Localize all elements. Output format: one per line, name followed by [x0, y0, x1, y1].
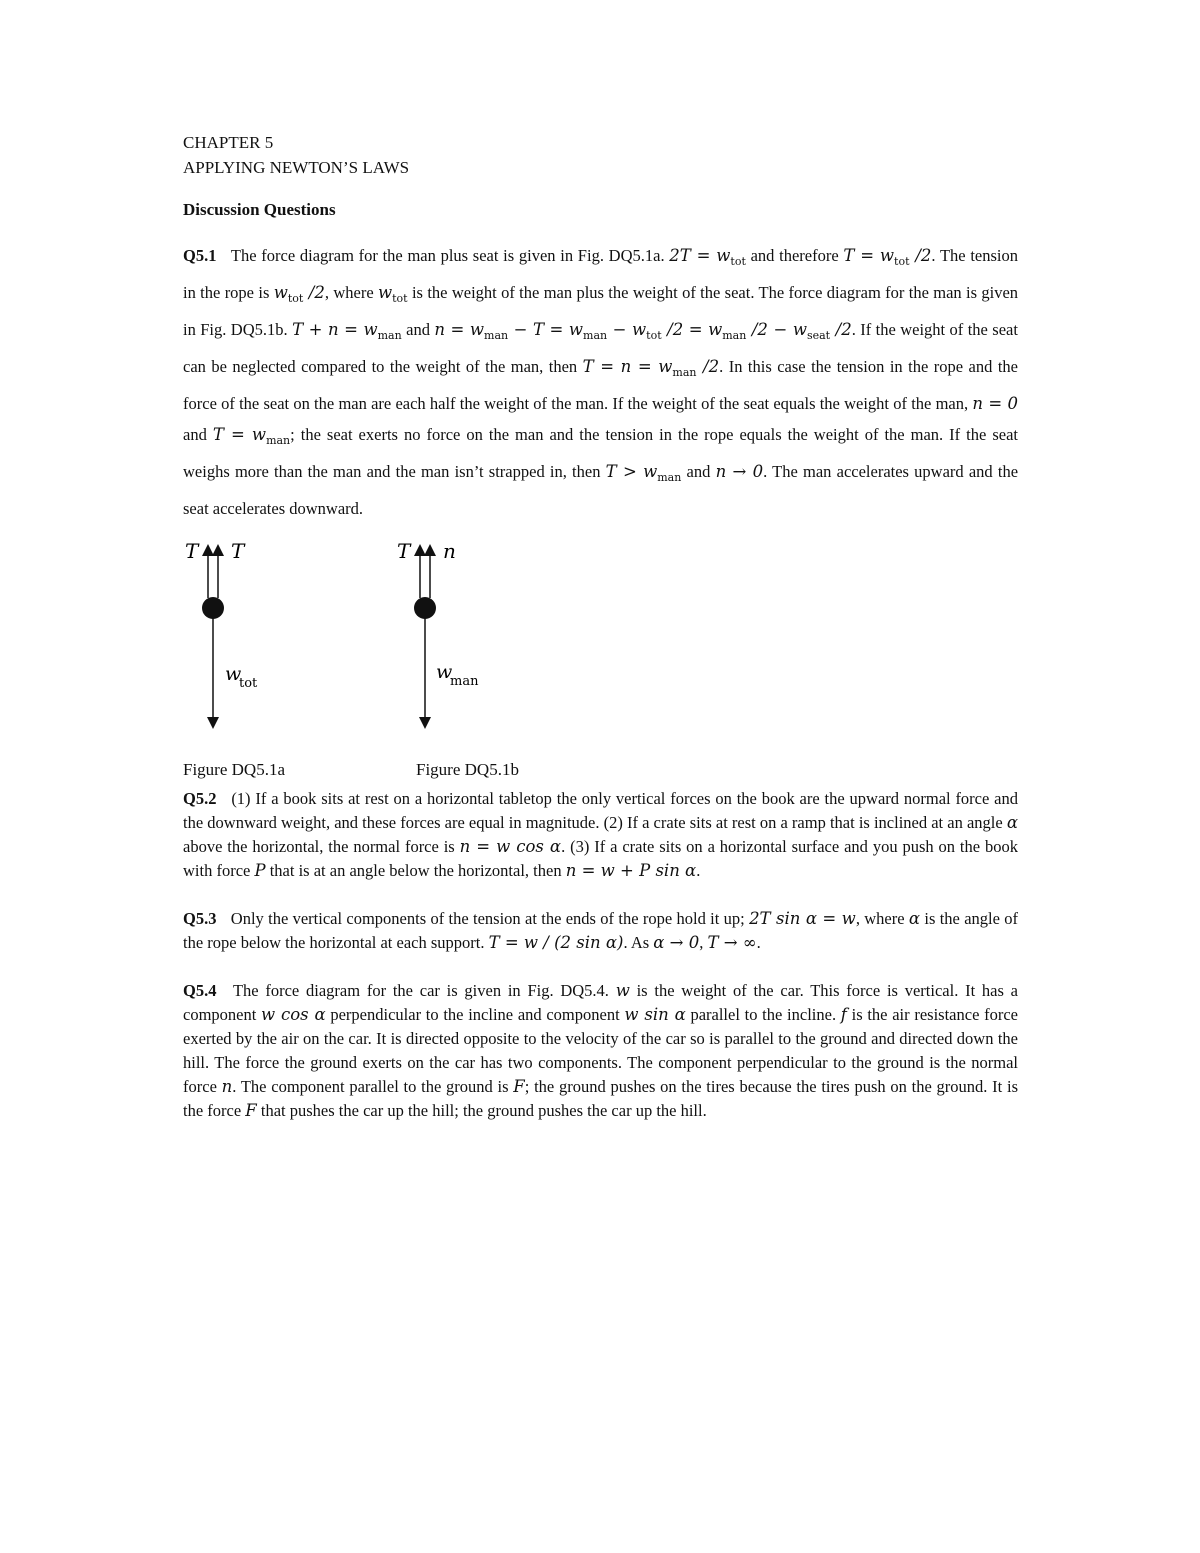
body-dot: [202, 597, 224, 619]
q3-text-1: Only the vertical components of the tension at the ends of the rope hold it up;: [230, 909, 745, 928]
q4-text-3: perpendicular to the incline and component: [330, 1005, 620, 1024]
label-normal-force: n: [443, 539, 456, 563]
q4-text-4: parallel to the incline.: [690, 1005, 837, 1024]
equation: α → 0: [653, 933, 700, 952]
document-page: [183, 130, 1018, 1123]
q3-text-2: , where: [855, 909, 905, 928]
equation: $n = w_{man} - T = w_{man} - w_{tot}$ $/2 = w_{man}$ $/2 - w_{seat}$ /2: [434, 320, 852, 342]
section-heading: Discussion Questions: [183, 200, 336, 219]
question-label: Q5.4: [183, 981, 217, 1000]
equation: T = w / (2 sin α): [488, 933, 624, 952]
equation: F: [245, 1101, 257, 1120]
question-5-4: [183, 979, 1018, 1123]
q4-text-8: that pushes the car up the hill; the ground pushes the car up the hill.: [260, 1101, 707, 1120]
equation: $w_{tot}$: [378, 283, 408, 305]
equation: $T = n = w_{man}$ /2: [582, 357, 720, 379]
q3-text-4: . As: [623, 933, 650, 952]
equation: n = 0: [972, 394, 1018, 413]
q1-text-6: and: [406, 320, 430, 339]
label-weight: w: [225, 663, 242, 685]
figure-a-diagram: [185, 539, 258, 723]
q2-text-2: above the horizontal, the normal force is: [183, 837, 455, 856]
q1-text-8: . In this case the tension in the rope and the force of the seat on the man are each half the weight of the man. If the weight of the seat equals the weight of the man,: [183, 357, 1019, 413]
label-tension: T: [397, 539, 411, 563]
q4-text-5: is the air resistance force exerted by the air on the car. It is directed opposite to the velocity of the car so is parallel to the ground and directed down the hill. The force the ground exerts on the car has two components. The component perpendicular to the ground is the normal force: [183, 1005, 1018, 1096]
equation: 2T sin α = w: [749, 909, 856, 928]
equation: $T + n = w_{man}$: [292, 320, 402, 342]
equation: f: [840, 1005, 847, 1024]
label-weight: w: [436, 661, 453, 683]
equation: w cos α: [261, 1005, 326, 1024]
equation: $T = w_{tot}$ /2: [843, 246, 932, 268]
label-weight-subscript: tot: [239, 676, 258, 691]
q4-text-7: ; the ground pushes on the tires because the tires push on the ground. It is the force: [183, 1077, 1018, 1120]
label-tension: T: [185, 539, 199, 563]
q1-text-1: The force diagram for the man plus seat is given in Fig. DQ5.1a.: [230, 246, 665, 265]
chapter-number: CHAPTER 5: [183, 133, 274, 152]
equation: α: [908, 909, 921, 928]
label-tension: T: [231, 539, 245, 563]
q1-text-4: , where: [324, 283, 374, 302]
equation: F: [513, 1077, 525, 1096]
q4-text-1: The force diagram for the car is given in Fig. DQ5.4.: [232, 981, 609, 1000]
q3-text-5: ,: [699, 933, 704, 952]
label-weight-subscript: man: [450, 674, 479, 689]
equation: T → ∞: [707, 933, 757, 952]
q1-text-12: . The man accelerates upward and the seat accelerates downward.: [183, 462, 1019, 518]
equation: w sin α: [624, 1005, 686, 1024]
equation: $T > w_{man}$: [605, 462, 682, 484]
question-5-3: [183, 907, 1018, 955]
q1-text-5: is the weight of the man plus the weight of the seat. The force diagram for the man is given in Fig. DQ5.1b.: [183, 283, 1019, 339]
equation: $w_{tot}$ /2: [273, 283, 325, 305]
equation: n = w + P sin α: [565, 861, 697, 880]
question-label: Q5.3: [183, 909, 217, 928]
equation: n = w cos α: [459, 837, 562, 856]
q1-text-3: . The tension in the rope is: [183, 246, 1018, 302]
equation: $T = w_{man}$: [212, 425, 291, 447]
q3-text-3: is the angle of the rope below the horizontal at each support.: [183, 909, 1019, 952]
question-5-2: [183, 787, 1018, 883]
q1-text-11: and: [686, 462, 711, 481]
q2-text-4: that is at an angle below the horizontal, then: [269, 861, 562, 880]
equation: n → 0: [715, 462, 764, 481]
q1-text-10: ; the seat exerts no force on the man and the tension in the rope equals the weight of the man. If the seat weighs more than the man and the man isn’t strapped in, then: [183, 425, 1018, 481]
q1-text-2: and therefore: [750, 246, 839, 265]
q2-text-5: .: [696, 861, 701, 880]
figure-b-diagram: [397, 539, 479, 723]
question-5-1: [183, 240, 1018, 524]
q2-text-3: . (3) If a crate sits on a horizontal surface and you push on the book with force: [183, 837, 1018, 880]
chapter-title: APPLYING NEWTON’S LAWS: [183, 158, 410, 177]
equation: α: [1006, 813, 1019, 832]
body-dot: [414, 597, 436, 619]
force-diagram-svg: [183, 538, 563, 758]
figure-b-caption: Figure DQ5.1b: [416, 760, 519, 779]
q4-text-6: . The component parallel to the ground is: [232, 1077, 509, 1096]
equation: $2T = w_{tot}$: [669, 246, 746, 268]
q1-text-9: and: [183, 425, 207, 444]
question-label: Q5.2: [183, 789, 217, 808]
figure-a-caption: Figure DQ5.1a: [183, 760, 285, 779]
equation: P: [254, 861, 266, 880]
force-diagrams: [183, 538, 1018, 779]
question-label: Q5.1: [183, 246, 217, 265]
q1-text-7: . If the weight of the seat can be neglected compared to the weight of the man, then: [183, 320, 1018, 376]
q2-text-1: (1) If a book sits at rest on a horizontal tabletop the only vertical forces on the book are the upward normal force and the downward weight, and these forces are equal in magnitude. (2) If a crate sits at rest on a ramp that is inclined at an angle: [183, 789, 1018, 832]
equation: n: [221, 1077, 233, 1096]
q3-text-6: .: [756, 933, 761, 952]
q4-text-2: is the weight of the car. This force is vertical. It has a component: [183, 981, 1019, 1024]
equation: w: [615, 981, 630, 1000]
